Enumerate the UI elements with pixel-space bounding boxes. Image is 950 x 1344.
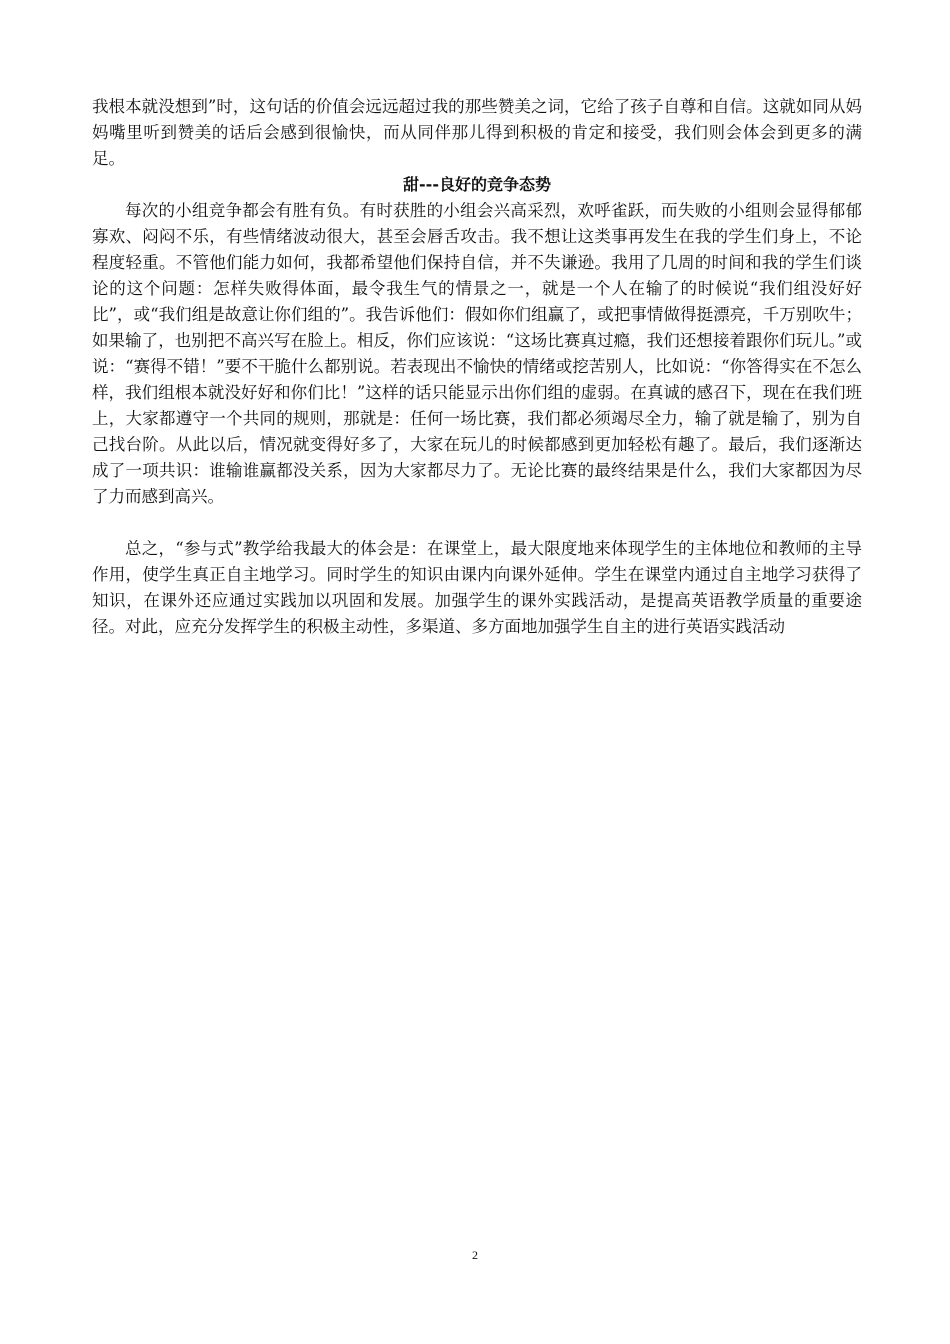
paragraph-competition: 每次的小组竞争都会有胜有负。有时获胜的小组会兴高采烈，欢呼雀跃，而失败的小组则会显得郁郁寡欢、闷闷不乐，有些情绪波动很大，甚至会唇舌攻击。我不想让这类事再发生在我的学生们身上，不论程度轻重。不管他们能力如何，我都希望他们保持自信，并不失谦逊。我用了几周的时间和我的学生们谈论的这个问题：怎样失败得体面，最令我生气的情景之一，就是一个人在输了的时候说“我们组没好好比”，或“我们组是故意让你们组的”。我告诉他们：假如你们组赢了，或把事情做得挺漂亮，千万别吹牛；如果输了，也别把不高兴写在脸上。相反，你们应该说：“这场比赛真过瘾，我们还想接着跟你们玩儿。”或说：“赛得不错！”要不干脆什么都别说。若表现出不愉快的情绪或挖苦别人，比如说：“你答得实在不怎么样，我们组根本就没好好和你们比！”这样的话只能显示出你们组的虚弱。在真诚的感召下，现在在我们班上，大家都遵守一个共同的规则，那就是：任何一场比赛，我们都必须竭尽全力，输了就是输了，别为自己找台阶。从此以后，情况就变得好多了，大家在玩儿的时候都感到更加轻松有趣了。最后，我们逐渐达成了一项共识：谁输谁赢都没关系，因为大家都尽力了。无论比赛的最终结果是什么，我们大家都因为尽了力而感到高兴。 [92,201,862,506]
document-page [92,94,862,640]
paragraph-praise-continuation: 我根本就没想到”时，这句话的价值会远远超过我的那些赞美之词，它给了孩子自尊和自信。这就如同从妈妈嘴里听到赞美的话后会感到很愉快，而从同伴那儿得到积极的肯定和接受，我们则会体会到更多的满足。 [92,97,862,168]
page-number: 2 [472,1248,478,1262]
paragraph-conclusion: 总之，“参与式”教学给我最大的体会是：在课堂上，最大限度地来体现学生的主体地位和教师的主导作用，使学生真正自主地学习。同时学生的知识由课内向课外延伸。学生在课堂内通过自主地学习获得了知识，在课外还应通过实践加以巩固和发展。加强学生的课外实践活动，是提高英语教学质量的重要途径。对此，应充分发挥学生的积极主动性，多渠道、多方面地加强学生自主的进行英语实践活动 [92,539,862,636]
section-heading: 甜---良好的竞争态势 [403,175,551,194]
paragraph-spacer [92,510,862,536]
